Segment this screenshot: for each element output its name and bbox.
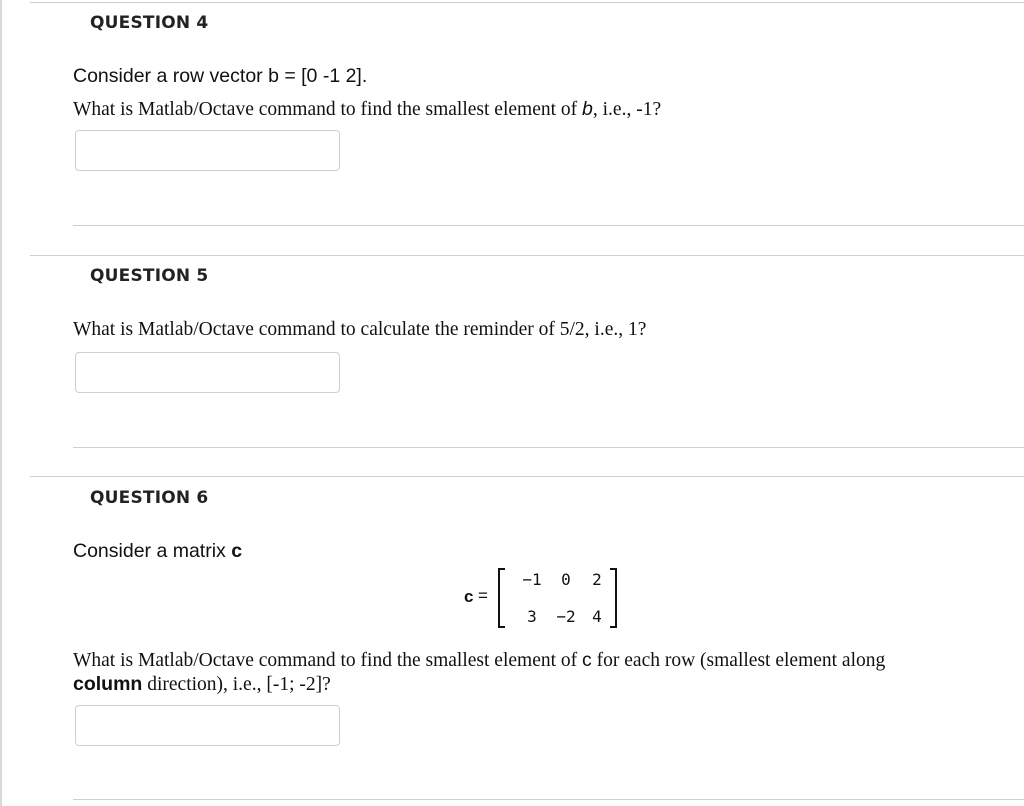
- question-4-prompt-line2-pre: What is Matlab/Octave command to find the smallest element of: [73, 99, 583, 120]
- question-4-var-b: b: [582, 98, 593, 120]
- matrix-left-bracket: [498, 568, 505, 628]
- matrix-cell: −1: [522, 570, 542, 589]
- question-4-header: QUESTION 4: [90, 13, 209, 33]
- question-6-prompt-line3-post: direction), i.e., [-1; -2]?: [142, 674, 331, 695]
- question-6-column-keyword: column: [73, 673, 143, 695]
- question-6-prompt-line2-post: for each row (smallest element along: [591, 650, 886, 671]
- matrix-variable-label: c: [464, 587, 474, 606]
- question-5-prompt: What is Matlab/Octave command to calculate the reminder of 5/2, i.e., 1?: [73, 319, 647, 340]
- question-5-bottom-divider: [73, 447, 1024, 448]
- question-4-bottom-divider: [73, 225, 1024, 226]
- matrix-cell: 4: [592, 607, 602, 626]
- question-6-header: QUESTION 6: [90, 488, 209, 508]
- matrix-cell: −2: [556, 607, 576, 626]
- question-4-prompt-line2-post: , i.e., -1?: [592, 99, 662, 120]
- question-6-prompt-line1-pre: Consider a matrix: [73, 540, 232, 562]
- question-4-prompt-line2: [73, 98, 661, 121]
- question-4-answer-input[interactable]: [75, 130, 340, 171]
- question-5-answer-input[interactable]: [75, 352, 340, 393]
- question-6-var-c-inline: c: [582, 649, 592, 671]
- matrix-c-figure: [462, 565, 642, 631]
- matrix-cell: 0: [561, 570, 571, 589]
- question-4-prompt-line1: Consider a row vector b = [0 -1 2].: [73, 65, 368, 87]
- question-6-prompt-line1: [73, 540, 242, 563]
- question-6-bottom-divider: [73, 799, 1024, 800]
- matrix-cell: 2: [592, 570, 602, 589]
- top-divider: [30, 2, 1024, 3]
- question-5-top-divider: [30, 255, 1024, 256]
- question-6-prompt-line2: [73, 649, 885, 672]
- question-6-prompt-line2-pre: What is Matlab/Octave command to find the smallest element of: [73, 650, 583, 671]
- left-border: [0, 0, 2, 806]
- question-6-var-c: c: [231, 540, 243, 562]
- matrix-equals-sign: =: [478, 586, 488, 605]
- question-6-answer-input[interactable]: [75, 705, 340, 746]
- question-6-prompt-line3: [73, 673, 331, 696]
- matrix-cell: 3: [527, 607, 537, 626]
- question-5-header: QUESTION 5: [90, 266, 209, 286]
- matrix-right-bracket: [610, 568, 617, 628]
- question-6-top-divider: [30, 476, 1024, 477]
